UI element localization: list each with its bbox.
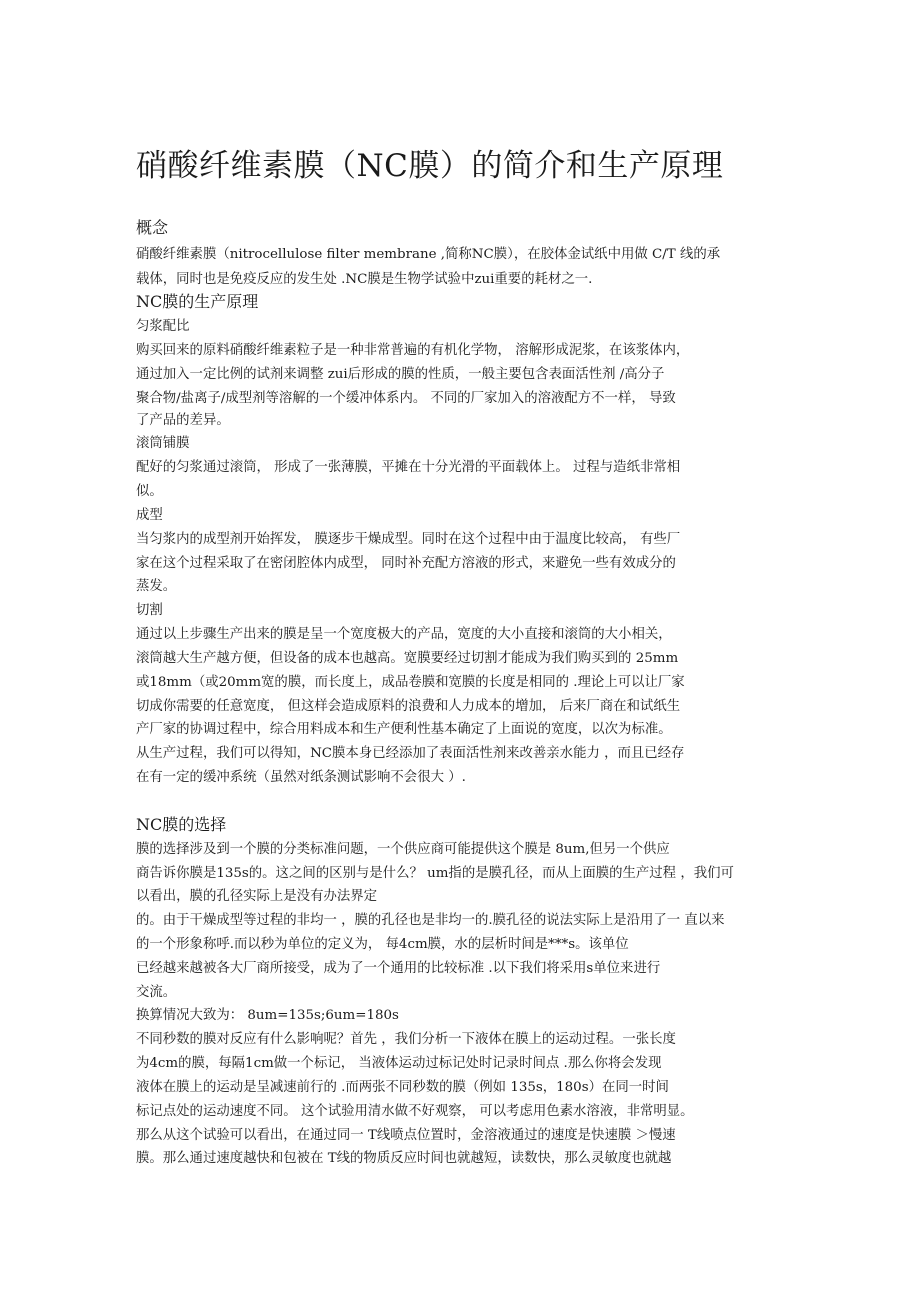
text-line: 聚合物/盐离子/成型剂等溶解的一个缓冲体系内。 不同的厂家加入的溶液配方不一样， 导致: [136, 391, 676, 406]
text-line: 交流。: [136, 985, 177, 1000]
text-line: 液体在膜上的运动是呈减速前行的 .而两张不同秒数的膜（例如 135s，180s）在同一时间: [136, 1080, 669, 1095]
text-line: 从生产过程，我们可以得知，NC膜本身已经添加了表面活性剂来改善亲水能力 ，而且已经存: [136, 746, 685, 761]
text-line: 的一个形象称呼.而以秒为单位的定义为， 每4cm膜，水的层析时间是***s。该单位: [136, 937, 629, 952]
heading-production-principle: NC膜的生产原理: [136, 292, 259, 311]
text-line: 标记点处的运动速度不同。 这个试验用清水做不好观察， 可以考虑用色素水溶液，非常明显。: [136, 1104, 694, 1119]
text-line: 购买回来的原料硝酸纤维素粒子是一种非常普遍的有机化学物， 溶解形成泥浆，在该浆体内，: [136, 343, 690, 358]
text-line: 了产品的差异。: [136, 413, 230, 428]
text-line: 当匀浆内的成型剂开始挥发， 膜逐步干燥成型。同时在这个过程中由于温度比较高， 有些厂: [136, 532, 681, 547]
text-line: 以看出，膜的孔径实际上是没有办法界定: [136, 889, 378, 904]
heading-concept: 概念: [136, 218, 169, 237]
text-line: 的。由于干燥成型等过程的非均一 ，膜的孔径也是非均一的.膜孔径的说法实际上是沿用了一 直以来: [136, 913, 725, 928]
text-line: 膜的选择涉及到一个膜的分类标准问题，一个供应商可能提供这个膜是 8um,但另一个供应: [136, 842, 670, 857]
text-line: 通过以上步骤生产出来的膜是呈一个宽度极大的产品，宽度的大小直接和滚筒的大小相关，: [136, 627, 672, 642]
text-line: 蒸发。: [136, 579, 177, 594]
text-line: 滚筒越大生产越方便，但设备的成本也越高。宽膜要经过切割才能成为我们购买到的 25mm: [136, 651, 679, 666]
text-line: 产厂家的协调过程中，综合用料成本和生产便利性基本确定了上面说的宽度，以次为标准。: [136, 722, 672, 737]
page-title: 硝酸纤维素膜（NC膜）的简介和生产原理: [136, 148, 724, 184]
subheading-rolling: 滚筒铺膜: [136, 436, 190, 451]
text-line: 那么从这个试验可以看出，在通过同一 T线喷点位置时，金溶液通过的速度是快速膜 ＞慢速: [136, 1128, 676, 1143]
subheading-homogenate: 匀浆配比: [136, 319, 190, 334]
heading-selection: NC膜的选择: [136, 815, 227, 834]
text-line: 通过加入一定比例的试剂来调整 zui后形成的膜的性质，一般主要包含表面活性剂 /高分子: [136, 367, 665, 382]
subheading-cutting: 切割: [136, 603, 163, 618]
text-line: 配好的匀浆通过滚筒， 形成了一张薄膜，平摊在十分光滑的平面载体上。 过程与造纸非常相: [136, 460, 681, 475]
text-line: 在有一定的缓冲系统（虽然对纸条测试影响不会很大 ）.: [136, 770, 466, 785]
text-line: 切成你需要的任意宽度， 但这样会造成原料的浪费和人力成本的增加， 后来厂商在和试纸生: [136, 699, 681, 714]
text-line: 膜。那么通过速度越快和包被在 T线的物质反应时间也就越短，读数快，那么灵敏度也就越: [136, 1151, 672, 1166]
text-line: 载体，同时也是免疫反应的发生处 .NC膜是生物学试验中zui重要的耗材之一.: [136, 272, 593, 287]
text-line: 已经越来越被各大厂商所接受，成为了一个通用的比较标准 .以下我们将采用s单位来进行: [136, 961, 661, 976]
text-line: 为4cm的膜，每隔1cm做一个标记， 当液体运动过标记处时记录时间点 .那么你将会发现: [136, 1056, 662, 1071]
text-line: 商告诉你膜是135s的。这之间的区别与是什么？ um指的是膜孔径，而从上面膜的生产过程 ，我们可: [136, 866, 734, 881]
text-line: 不同秒数的膜对反应有什么影响呢？首先 ，我们分析一下液体在膜上的运动过程。一张长度: [136, 1032, 676, 1047]
text-line: 家在这个过程采取了在密闭腔体内成型， 同时补充配方溶液的形式，来避免一些有效成分的: [136, 556, 676, 571]
text-line: 似。: [136, 484, 163, 499]
conversion-line: 换算情况大致为： 8um=135s;6um=180s: [136, 1008, 399, 1023]
text-line: 或18mm（或20mm宽的膜，而长度上，成品卷膜和宽膜的长度是相同的 .理论上可以让厂家: [136, 675, 685, 690]
text-line: 硝酸纤维素膜（nitrocellulose filter membrane ,简称NC膜），在胶体金试纸中用做 C/T 线的承: [136, 247, 721, 262]
subheading-forming: 成型: [136, 508, 163, 523]
